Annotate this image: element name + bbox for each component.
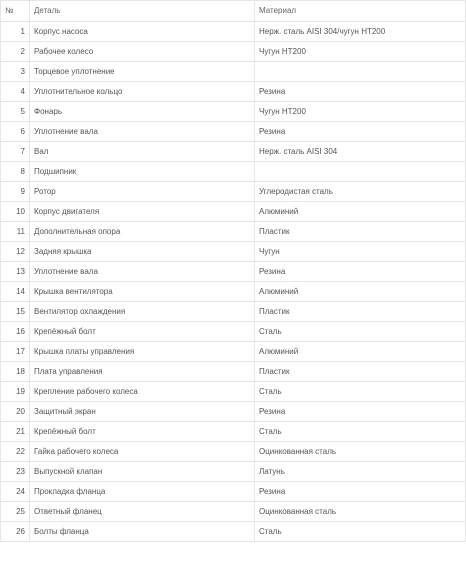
row-material: Резина: [255, 402, 466, 422]
row-material: Сталь: [255, 422, 466, 442]
table-row: [1, 82, 466, 102]
table-row: [1, 262, 466, 282]
row-material: Чугун: [255, 242, 466, 262]
table-row: [1, 502, 466, 522]
row-material: [255, 162, 466, 182]
row-part: Крепление рабочего колеса: [30, 382, 255, 402]
table-row: [1, 322, 466, 342]
row-part: Плата управления: [30, 362, 255, 382]
table-row: [1, 522, 466, 542]
table-row: [1, 302, 466, 322]
header-number: №: [1, 1, 30, 22]
row-number: 9: [1, 182, 30, 202]
table-row: [1, 22, 466, 42]
table-row: [1, 282, 466, 302]
row-material: Латунь: [255, 462, 466, 482]
row-part: Крышка вентилятора: [30, 282, 255, 302]
row-material: Сталь: [255, 322, 466, 342]
row-number: 16: [1, 322, 30, 342]
table-row: [1, 62, 466, 82]
row-part: Крепёжный болт: [30, 422, 255, 442]
row-number: 21: [1, 422, 30, 442]
table-row: [1, 482, 466, 502]
row-material: Резина: [255, 122, 466, 142]
table-row: [1, 42, 466, 62]
row-number: 24: [1, 482, 30, 502]
row-number: 13: [1, 262, 30, 282]
row-part: Крышка платы управления: [30, 342, 255, 362]
row-number: 15: [1, 302, 30, 322]
row-part: Уплотнение вала: [30, 122, 255, 142]
row-material: Оцинкованная сталь: [255, 442, 466, 462]
row-part: Уплотнительное кольцо: [30, 82, 255, 102]
row-material: Пластик: [255, 222, 466, 242]
table-row: [1, 342, 466, 362]
row-number: 26: [1, 522, 30, 542]
row-number: 1: [1, 22, 30, 42]
table-row: [1, 202, 466, 222]
row-part: Торцевое уплотнение: [30, 62, 255, 82]
table-row: [1, 422, 466, 442]
row-number: 17: [1, 342, 30, 362]
table-body: [1, 22, 466, 542]
row-material: Резина: [255, 82, 466, 102]
table-row: [1, 362, 466, 382]
row-part: Гайка рабочего колеса: [30, 442, 255, 462]
row-number: 5: [1, 102, 30, 122]
row-material: Оцинкованная сталь: [255, 502, 466, 522]
row-number: 4: [1, 82, 30, 102]
row-material: Алюминий: [255, 202, 466, 222]
row-number: 3: [1, 62, 30, 82]
row-number: 18: [1, 362, 30, 382]
table-row: [1, 462, 466, 482]
row-number: 6: [1, 122, 30, 142]
table-header-row: [1, 1, 466, 22]
table-row: [1, 382, 466, 402]
row-number: 25: [1, 502, 30, 522]
row-number: 8: [1, 162, 30, 182]
row-number: 23: [1, 462, 30, 482]
header-material: Материал: [255, 1, 466, 22]
row-part: Уплотнение вала: [30, 262, 255, 282]
row-number: 22: [1, 442, 30, 462]
row-number: 10: [1, 202, 30, 222]
row-part: Подшипник: [30, 162, 255, 182]
row-material: Пластик: [255, 302, 466, 322]
table-row: [1, 242, 466, 262]
table-row: [1, 142, 466, 162]
row-material: Алюминий: [255, 282, 466, 302]
row-number: 19: [1, 382, 30, 402]
row-part: Задняя крышка: [30, 242, 255, 262]
row-part: Защитный экран: [30, 402, 255, 422]
row-part: Ответный фланец: [30, 502, 255, 522]
table-row: [1, 102, 466, 122]
row-material: Резина: [255, 482, 466, 502]
table-row: [1, 182, 466, 202]
table-row: [1, 162, 466, 182]
row-part: Крепёжный болт: [30, 322, 255, 342]
row-material: Сталь: [255, 382, 466, 402]
row-material: Алюминий: [255, 342, 466, 362]
row-part: Рабочее колесо: [30, 42, 255, 62]
row-part: Дополнительная опора: [30, 222, 255, 242]
row-number: 2: [1, 42, 30, 62]
row-material: Нерж. сталь AISI 304: [255, 142, 466, 162]
row-material: [255, 62, 466, 82]
row-material: Углеродистая сталь: [255, 182, 466, 202]
row-number: 14: [1, 282, 30, 302]
row-part: Корпус насоса: [30, 22, 255, 42]
row-part: Выпускной клапан: [30, 462, 255, 482]
row-part: Болты фланца: [30, 522, 255, 542]
row-material: Резина: [255, 262, 466, 282]
row-part: Ротор: [30, 182, 255, 202]
row-material: Чугун HT200: [255, 42, 466, 62]
row-number: 12: [1, 242, 30, 262]
row-part: Фонарь: [30, 102, 255, 122]
row-part: Корпус двигателя: [30, 202, 255, 222]
row-part: Прокладка фланца: [30, 482, 255, 502]
table-row: [1, 222, 466, 242]
row-part: Вентилятор охлаждения: [30, 302, 255, 322]
row-material: Нерж. сталь AISI 304/чугун HT200: [255, 22, 466, 42]
row-material: Пластик: [255, 362, 466, 382]
table-row: [1, 442, 466, 462]
row-number: 20: [1, 402, 30, 422]
table-row: [1, 122, 466, 142]
header-part: Деталь: [30, 1, 255, 22]
row-material: Сталь: [255, 522, 466, 542]
row-number: 11: [1, 222, 30, 242]
row-material: Чугун HT200: [255, 102, 466, 122]
row-number: 7: [1, 142, 30, 162]
row-part: Вал: [30, 142, 255, 162]
table-row: [1, 402, 466, 422]
